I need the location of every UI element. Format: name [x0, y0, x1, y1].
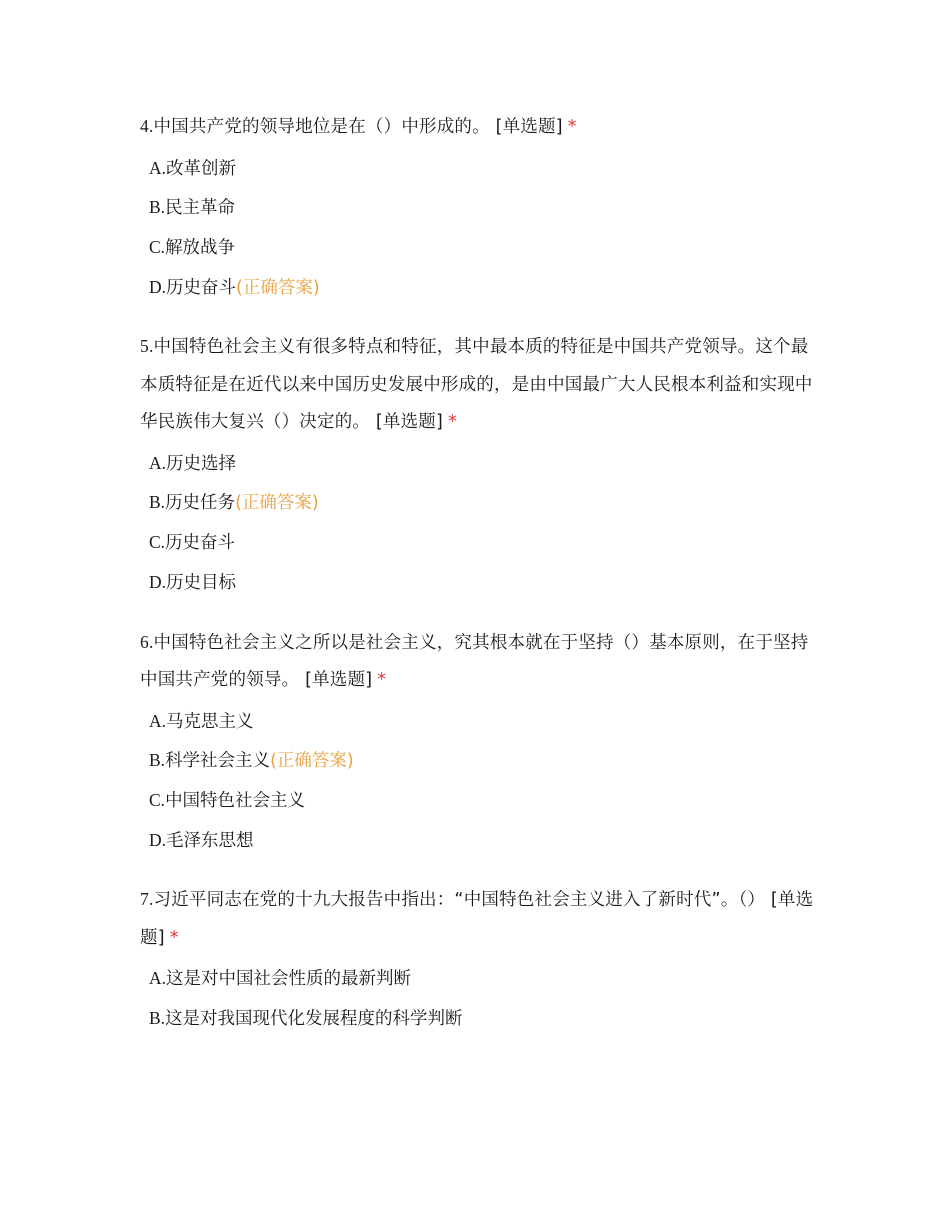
- option-text: 改革创新: [166, 158, 237, 179]
- question-title: [140, 328, 820, 442]
- option-key: B.: [149, 1007, 166, 1028]
- option-key: A.: [149, 157, 167, 178]
- question-title: [140, 108, 820, 147]
- option-key: C.: [149, 789, 166, 810]
- option-key: B.: [149, 492, 166, 513]
- option-c[interactable]: [149, 228, 820, 268]
- option-c[interactable]: [149, 781, 820, 821]
- option-key: C.: [149, 532, 166, 553]
- option-text: 这是对中国社会性质的最新判断: [166, 969, 412, 990]
- question-title: [140, 881, 820, 957]
- option-list: [140, 444, 820, 603]
- question-number: 7.: [140, 889, 154, 910]
- option-text: 历史奋斗: [165, 533, 236, 554]
- option-key: D.: [149, 276, 167, 297]
- required-marker: *: [377, 670, 387, 690]
- question-7: [140, 881, 820, 1038]
- question-5: [140, 328, 820, 602]
- option-text: 解放战争: [165, 237, 236, 258]
- option-key: C.: [149, 236, 166, 257]
- option-key: A.: [149, 452, 167, 473]
- question-text: 中国特色社会主义有很多特点和特征，其中最本质的特征是中国共产党领导。这个最本质特征是在近代以来中国历史发展中形成的，是由中国最广大人民根本利益和实现中华民族伟大复兴（）决定的。: [140, 337, 813, 433]
- option-text: 毛泽东思想: [166, 830, 254, 851]
- question-text: 中国共产党的领导地位是在（）中形成的。: [153, 117, 490, 137]
- option-d[interactable]: [149, 268, 820, 308]
- required-marker: *: [169, 927, 179, 948]
- question-text: 习近平同志在党的十九大报告中指出：“中国特色社会主义进入了新时代”。（）: [153, 890, 766, 911]
- quiz-document: [140, 108, 820, 1060]
- required-marker: *: [567, 117, 577, 137]
- option-list: [140, 959, 820, 1038]
- option-text: 中国特色社会主义: [165, 790, 306, 811]
- option-text: 历史奋斗: [166, 277, 237, 298]
- option-key: A.: [149, 968, 167, 989]
- option-a[interactable]: [149, 149, 820, 189]
- option-text: 马克思主义: [166, 711, 254, 732]
- option-d[interactable]: [149, 563, 820, 603]
- option-a[interactable]: [149, 959, 820, 999]
- correct-answer-label: (正确答案): [270, 751, 354, 772]
- question-title: [140, 624, 820, 700]
- option-text: 科学社会主义: [165, 751, 271, 772]
- option-key: D.: [149, 829, 167, 850]
- question-6: [140, 624, 820, 861]
- correct-answer-label: (正确答案): [235, 493, 319, 514]
- option-text: 民主革命: [165, 198, 236, 219]
- option-list: [140, 702, 820, 861]
- question-type-label: [单选题]: [305, 670, 373, 690]
- option-list: [140, 149, 820, 308]
- question-number: 6.: [140, 631, 154, 652]
- question-number: 4.: [140, 116, 154, 136]
- option-key: B.: [149, 750, 166, 771]
- correct-answer-label: (正确答案): [236, 277, 320, 298]
- option-a[interactable]: [149, 444, 820, 484]
- option-key: B.: [149, 197, 166, 218]
- option-b[interactable]: [149, 741, 820, 781]
- option-b[interactable]: [149, 999, 820, 1039]
- option-c[interactable]: [149, 523, 820, 563]
- question-text: 中国特色社会主义之所以是社会主义，究其根本就在于坚持（）基本原则，在于坚持中国共产党的领导。: [140, 632, 809, 690]
- option-text: 这是对我国现代化发展程度的科学判断: [165, 1008, 463, 1029]
- required-marker: *: [448, 412, 457, 433]
- question-type-label: [单选题]: [375, 412, 444, 433]
- option-text: 历史任务: [165, 493, 236, 514]
- option-b[interactable]: [149, 188, 820, 228]
- option-text: 历史选择: [166, 453, 237, 474]
- option-text: 历史目标: [166, 572, 237, 593]
- question-number: 5.: [140, 336, 154, 357]
- option-key: A.: [149, 710, 167, 731]
- option-d[interactable]: [149, 821, 820, 861]
- option-a[interactable]: [149, 702, 820, 742]
- option-b[interactable]: [149, 483, 820, 523]
- question-4: [140, 108, 820, 307]
- question-type-label: [单选题]: [140, 890, 814, 948]
- question-type-label: [单选题]: [495, 117, 563, 137]
- option-key: D.: [149, 571, 167, 592]
